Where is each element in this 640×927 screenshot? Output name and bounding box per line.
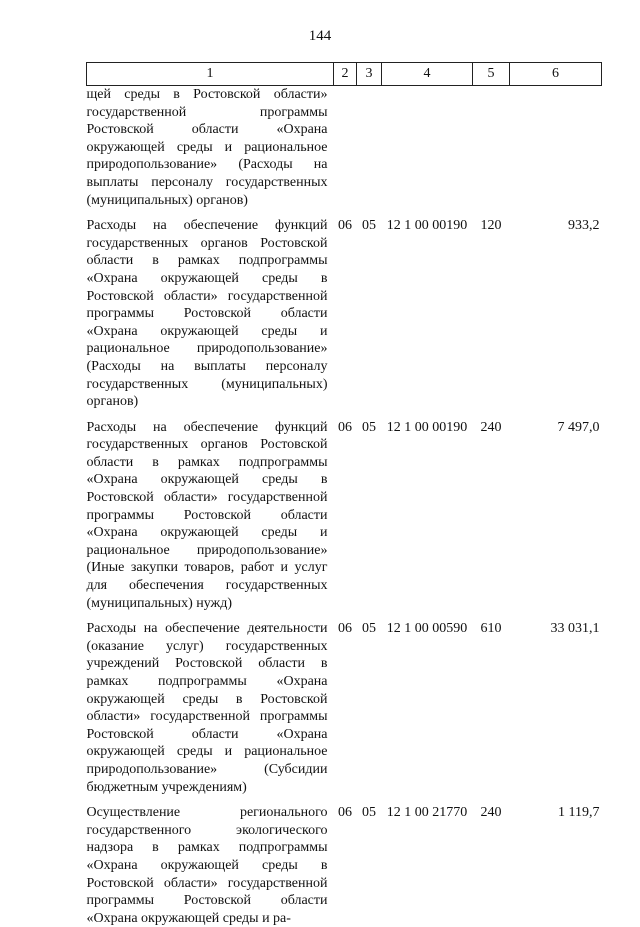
row-target-code: 12 1 00 21770 bbox=[382, 804, 473, 927]
row-amount: 933,2 bbox=[510, 217, 602, 419]
row-description: Расходы на обеспечение функций государственных органов Ростовской области в рамках подпрограммы «Охрана окружающей среды в Ростовской области» государственной программы Ростовской области «Охрана окружающей среды и рациональное природопользование» (Расходы на выплаты персоналу государственных (муниципальных) органов) bbox=[87, 217, 334, 419]
row-target-code: 12 1 00 00590 bbox=[382, 620, 473, 804]
row-description: Осуществление регионального государственного экологического надзора в рамках подпрограммы «Охрана окружающей среды в Ростовской области» государственной программы Ростовской области «Охрана окружающей среды и ра- bbox=[87, 804, 334, 927]
header-col-2: 2 bbox=[334, 63, 357, 86]
row-amount bbox=[510, 86, 602, 218]
header-row bbox=[87, 63, 602, 86]
table-row bbox=[87, 620, 602, 804]
row-expense-type bbox=[473, 86, 510, 218]
table-row bbox=[87, 217, 602, 419]
row-target-code: 12 1 00 00190 bbox=[382, 217, 473, 419]
row-expense-type: 240 bbox=[473, 419, 510, 621]
row-expense-type: 120 bbox=[473, 217, 510, 419]
row-section bbox=[334, 86, 357, 218]
table-row bbox=[87, 419, 602, 621]
header-col-3: 3 bbox=[357, 63, 382, 86]
table-header bbox=[87, 63, 602, 86]
row-section: 06 bbox=[334, 804, 357, 927]
row-amount: 33 031,1 bbox=[510, 620, 602, 804]
row-amount: 7 497,0 bbox=[510, 419, 602, 621]
budget-table bbox=[86, 62, 602, 927]
row-subsection: 05 bbox=[357, 804, 382, 927]
row-expense-type: 240 bbox=[473, 804, 510, 927]
row-subsection: 05 bbox=[357, 620, 382, 804]
row-subsection bbox=[357, 86, 382, 218]
row-subsection: 05 bbox=[357, 217, 382, 419]
row-section: 06 bbox=[334, 620, 357, 804]
row-description: Расходы на обеспечение функций государственных органов Ростовской области в рамках подпрограммы «Охрана окружающей среды в Ростовской области» государственной программы Ростовской области «Охрана окружающей среды и рациональное природопользование» (Иные закупки товаров, работ и услуг для обеспечения государственных (муниципальных) нужд) bbox=[87, 419, 334, 621]
header-col-4: 4 bbox=[382, 63, 473, 86]
page-number: 144 bbox=[0, 28, 640, 45]
table-body bbox=[87, 86, 602, 927]
row-target-code bbox=[382, 86, 473, 218]
row-subsection: 05 bbox=[357, 419, 382, 621]
row-expense-type: 610 bbox=[473, 620, 510, 804]
row-amount: 1 119,7 bbox=[510, 804, 602, 927]
header-col-5: 5 bbox=[473, 63, 510, 86]
row-description: Расходы на обеспечение деятельности (оказание услуг) государственных учреждений Ростовской области в рамках подпрограммы «Охрана окружающей среды в Ростовской области» государственной программы Ростовской области «Охрана окружающей среды и рациональное природопользование» (Субсидии бюджетным учреждениям) bbox=[87, 620, 334, 804]
row-description: щей среды в Ростовской области» государственной программы Ростовской области «Охрана окружающей среды и рациональное природопользование» (Расходы на выплаты персоналу государственных (муниципальных) органов) bbox=[87, 86, 334, 218]
table-row bbox=[87, 86, 602, 218]
table-row bbox=[87, 804, 602, 927]
header-col-6: 6 bbox=[510, 63, 602, 86]
header-col-1: 1 bbox=[87, 63, 334, 86]
row-section: 06 bbox=[334, 217, 357, 419]
row-section: 06 bbox=[334, 419, 357, 621]
row-target-code: 12 1 00 00190 bbox=[382, 419, 473, 621]
